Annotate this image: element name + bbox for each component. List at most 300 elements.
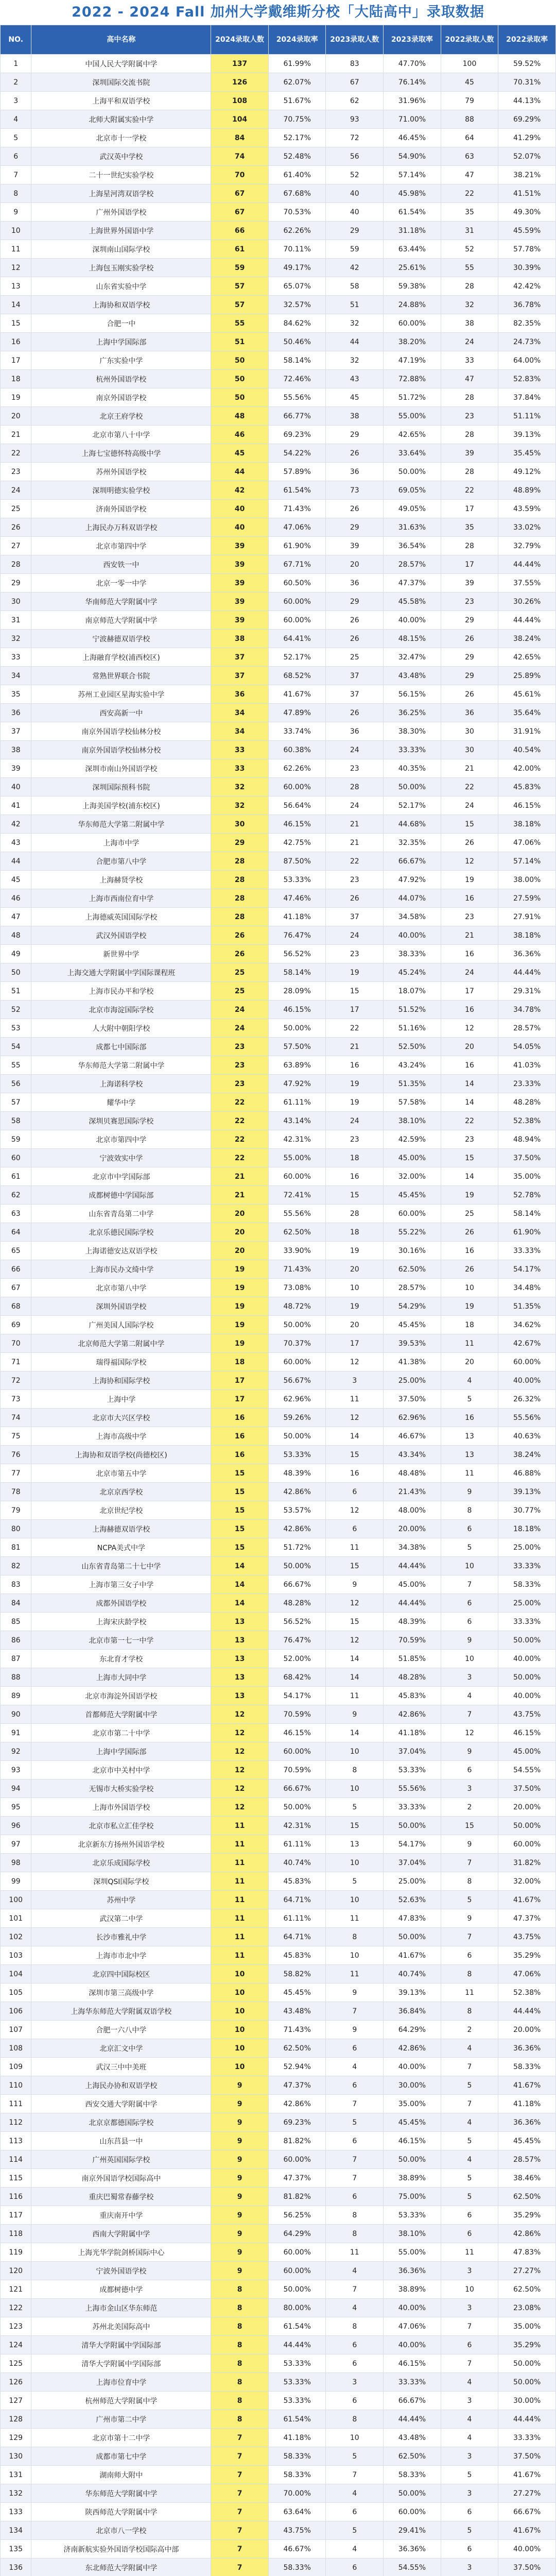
cell-2023-rate: 60.00% (384, 1205, 441, 1223)
cell-2022-count: 19 (441, 1297, 498, 1316)
cell-2023-count: 42 (326, 259, 384, 277)
cell-2023-rate: 33.33% (384, 2373, 441, 2392)
cell-2022-count: 38 (441, 314, 498, 333)
cell-2022-count: 5 (441, 2188, 498, 2206)
cell-2024-rate: 60.00% (268, 1742, 326, 1761)
cell-2023-rate: 53.33% (384, 2206, 441, 2225)
cell-2024-rate: 71.43% (268, 500, 326, 518)
cell-2023-count: 29 (326, 518, 384, 537)
cell-2022-rate: 37.50% (498, 2447, 556, 2466)
table-row (1, 741, 556, 759)
cell-2022-count: 16 (441, 1242, 498, 1260)
cell-school: 上海融育学校(浦西校区) (31, 648, 211, 667)
cell-2023-rate: 47.06% (384, 2317, 441, 2336)
cell-school: 苏州工业园区星海实验中学 (31, 685, 211, 704)
cell-2024-rate: 50.46% (268, 333, 326, 351)
cell-school: 上海宋庆龄学校 (31, 1613, 211, 1631)
cell-2023-rate: 48.39% (384, 1613, 441, 1631)
cell-2024-rate: 43.75% (268, 2521, 326, 2540)
cell-no: 84 (1, 1594, 31, 1613)
cell-2023-rate: 50.00% (384, 778, 441, 796)
cell-2023-rate: 36.25% (384, 704, 441, 722)
cell-school: 广东实验中学 (31, 351, 211, 370)
cell-no: 19 (1, 388, 31, 407)
cell-2022-rate: 38.46% (498, 2169, 556, 2188)
cell-2022-count: 88 (441, 110, 498, 129)
cell-2023-count: 5 (326, 2113, 384, 2132)
table-row (1, 1093, 556, 1112)
cell-no: 24 (1, 481, 31, 500)
cell-2024-count: 11 (211, 1928, 269, 1946)
cell-2024-count: 11 (211, 1854, 269, 1872)
cell-2023-rate: 41.38% (384, 1353, 441, 1371)
cell-2022-rate: 49.12% (498, 463, 556, 481)
table-row (1, 2540, 556, 2558)
cell-2022-count: 4 (441, 2113, 498, 2132)
header-2023-count: 2023录取人数 (326, 25, 384, 55)
cell-2023-count: 51 (326, 296, 384, 314)
cell-2023-rate: 52.17% (384, 796, 441, 815)
cell-2023-count: 21 (326, 815, 384, 834)
cell-2023-rate: 40.00% (384, 611, 441, 630)
cell-school: 重庆南开中学 (31, 2206, 211, 2225)
cell-no: 106 (1, 2002, 31, 2021)
cell-2022-count: 3 (441, 2299, 498, 2317)
cell-2022-rate: 38.24% (498, 630, 556, 648)
cell-2023-rate: 60.00% (384, 314, 441, 333)
cell-2022-rate: 69.29% (498, 110, 556, 129)
cell-no: 42 (1, 815, 31, 834)
cell-2024-rate: 80.00% (268, 2299, 326, 2317)
cell-2024-rate: 69.23% (268, 426, 326, 444)
cell-2022-rate: 47.06% (498, 1965, 556, 1984)
cell-2023-rate: 44.44% (384, 1594, 441, 1613)
cell-2024-count: 9 (211, 2095, 269, 2113)
cell-school: 上海交通大学附属中学国际课程班 (31, 963, 211, 982)
cell-no: 93 (1, 1761, 31, 1780)
cell-school: 成都七中国际部 (31, 1038, 211, 1056)
cell-2023-rate: 54.29% (384, 1297, 441, 1316)
cell-2022-count: 9 (441, 1909, 498, 1928)
cell-2024-count: 12 (211, 1780, 269, 1798)
cell-2022-rate: 57.78% (498, 240, 556, 259)
cell-2023-count: 8 (326, 2225, 384, 2243)
cell-2024-rate: 50.00% (268, 1316, 326, 1334)
table-row (1, 296, 556, 314)
cell-2022-count: 13 (441, 1446, 498, 1464)
cell-2024-rate: 32.57% (268, 296, 326, 314)
cell-2024-rate: 61.11% (268, 1909, 326, 1928)
cell-2022-rate: 33.02% (498, 518, 556, 537)
cell-2024-count: 39 (211, 555, 269, 574)
table-row (1, 722, 556, 741)
table-row (1, 1390, 556, 1409)
cell-2023-rate: 31.18% (384, 222, 441, 240)
table-row (1, 815, 556, 834)
cell-no: 55 (1, 1056, 31, 1075)
cell-2022-count: 17 (441, 555, 498, 574)
cell-2023-count: 52 (326, 166, 384, 184)
cell-no: 70 (1, 1334, 31, 1353)
cell-2023-count: 7 (326, 2280, 384, 2299)
cell-2023-count: 72 (326, 129, 384, 147)
cell-2024-count: 19 (211, 1316, 269, 1334)
cell-2024-rate: 81.82% (268, 2188, 326, 2206)
cell-2024-count: 7 (211, 2521, 269, 2540)
cell-2024-rate: 76.47% (268, 1631, 326, 1650)
cell-2022-count: 2 (441, 2021, 498, 2039)
cell-school: 深圳市南山外国语学校 (31, 759, 211, 778)
cell-2024-count: 7 (211, 2484, 269, 2503)
cell-2022-rate: 41.03% (498, 1056, 556, 1075)
cell-school: 北京新东方扬州外国语学校 (31, 1835, 211, 1854)
table-row (1, 1371, 556, 1390)
cell-2022-rate: 32.79% (498, 537, 556, 555)
cell-2023-count: 10 (326, 1891, 384, 1909)
cell-2023-count: 20 (326, 555, 384, 574)
cell-2022-rate: 35.00% (498, 2317, 556, 2336)
cell-school: 宁波赫德双语学校 (31, 630, 211, 648)
cell-2024-rate: 56.25% (268, 2206, 326, 2225)
cell-2024-rate: 50.00% (268, 1427, 326, 1446)
table-row (1, 407, 556, 426)
cell-2024-rate: 48.28% (268, 1594, 326, 1613)
cell-2024-rate: 69.23% (268, 2113, 326, 2132)
cell-2023-rate: 51.52% (384, 1001, 441, 1019)
cell-2023-rate: 40.35% (384, 759, 441, 778)
header-no: NO. (1, 25, 31, 55)
cell-2022-rate: 52.83% (498, 370, 556, 388)
cell-school: 上海包玉刚实验学校 (31, 259, 211, 277)
cell-2023-rate: 46.15% (384, 2354, 441, 2373)
cell-2022-count: 6 (441, 2336, 498, 2354)
cell-school: 深圳国际预科书院 (31, 778, 211, 796)
cell-2022-rate: 60.00% (498, 1835, 556, 1854)
cell-school: 西安高新一中 (31, 704, 211, 722)
cell-2024-count: 28 (211, 871, 269, 889)
cell-2024-rate: 53.33% (268, 2373, 326, 2392)
cell-no: 49 (1, 945, 31, 963)
cell-2023-count: 23 (326, 1130, 384, 1149)
cell-school: 上海市位育中学 (31, 2373, 211, 2392)
cell-2023-count: 39 (326, 537, 384, 555)
cell-2023-count: 62 (326, 92, 384, 110)
cell-no: 56 (1, 1075, 31, 1093)
cell-2022-count: 39 (441, 444, 498, 463)
cell-2024-count: 20 (211, 1205, 269, 1223)
table-row (1, 2484, 556, 2503)
cell-school: 华东师范大学第二附属中学 (31, 1056, 211, 1075)
table-row (1, 73, 556, 92)
cell-school: 上海赫贤学校 (31, 871, 211, 889)
cell-2024-count: 10 (211, 2039, 269, 2058)
cell-2022-count: 5 (441, 2076, 498, 2095)
cell-2023-rate: 20.00% (384, 1520, 441, 1538)
table-row (1, 1446, 556, 1464)
cell-2022-rate: 34.62% (498, 1316, 556, 1334)
cell-school: 北京乐成国际学校 (31, 1854, 211, 1872)
cell-school: 上海市高级中学 (31, 1427, 211, 1446)
cell-2023-rate: 39.13% (384, 1984, 441, 2002)
cell-2022-count: 16 (441, 1001, 498, 1019)
cell-2023-count: 25 (326, 648, 384, 667)
cell-school: 二十一世纪实验学校 (31, 166, 211, 184)
cell-no: 120 (1, 2262, 31, 2280)
cell-2023-count: 15 (326, 1817, 384, 1835)
cell-2022-count: 11 (441, 1464, 498, 1483)
cell-2022-count: 36 (441, 704, 498, 722)
cell-school: 南京师范大学附属中学 (31, 611, 211, 630)
table-row (1, 982, 556, 1001)
cell-no: 124 (1, 2336, 31, 2354)
cell-2024-rate: 61.54% (268, 2317, 326, 2336)
table-row (1, 1613, 556, 1631)
cell-no: 131 (1, 2466, 31, 2484)
cell-no: 72 (1, 1371, 31, 1390)
cell-2024-rate: 71.43% (268, 2021, 326, 2039)
cell-2022-rate: 52.38% (498, 1984, 556, 2002)
cell-2022-count: 6 (441, 2225, 498, 2243)
cell-school: 成都树德中学国际部 (31, 1186, 211, 1205)
cell-2024-rate: 50.00% (268, 1557, 326, 1575)
cell-2022-count: 24 (441, 796, 498, 815)
cell-2024-count: 32 (211, 778, 269, 796)
cell-2024-count: 30 (211, 815, 269, 834)
cell-2022-count: 6 (441, 1946, 498, 1965)
cell-2022-rate: 54.05% (498, 1038, 556, 1056)
cell-school: 上海协和双语学校(尚德校区) (31, 1446, 211, 1464)
cell-2023-rate: 44.44% (384, 2410, 441, 2429)
cell-2022-count: 9 (441, 1483, 498, 1501)
cell-no: 7 (1, 166, 31, 184)
cell-2024-rate: 84.62% (268, 314, 326, 333)
cell-2023-rate: 48.48% (384, 1464, 441, 1483)
cell-school: 常熟世界联合书院 (31, 667, 211, 685)
cell-2023-rate: 59.38% (384, 277, 441, 296)
cell-2023-rate: 30.00% (384, 2076, 441, 2095)
cell-2024-count: 12 (211, 1742, 269, 1761)
cell-2024-count: 9 (211, 2206, 269, 2225)
cell-2023-count: 26 (326, 444, 384, 463)
cell-2024-rate: 47.89% (268, 704, 326, 722)
cell-2024-count: 9 (211, 2243, 269, 2262)
cell-2023-count: 58 (326, 277, 384, 296)
cell-no: 61 (1, 1167, 31, 1186)
cell-no: 126 (1, 2373, 31, 2392)
cell-2024-count: 8 (211, 2317, 269, 2336)
table-row (1, 1835, 556, 1854)
cell-2023-rate: 40.00% (384, 2299, 441, 2317)
cell-2022-rate: 54.55% (498, 1761, 556, 1780)
cell-2024-rate: 53.33% (268, 2354, 326, 2373)
cell-2023-rate: 62.50% (384, 2447, 441, 2466)
cell-school: 北师大附属实验中学 (31, 110, 211, 129)
cell-2024-count: 8 (211, 2336, 269, 2354)
cell-no: 13 (1, 277, 31, 296)
cell-2024-rate: 57.50% (268, 1038, 326, 1056)
cell-2022-count: 4 (441, 2410, 498, 2429)
cell-2024-count: 7 (211, 2429, 269, 2447)
cell-no: 119 (1, 2243, 31, 2262)
cell-2023-count: 6 (326, 2188, 384, 2206)
cell-school: 北京市第四中学 (31, 1130, 211, 1149)
cell-2023-count: 15 (326, 1186, 384, 1205)
cell-2024-count: 57 (211, 296, 269, 314)
cell-2023-rate: 44.68% (384, 815, 441, 834)
table-row (1, 259, 556, 277)
table-row (1, 1909, 556, 1928)
cell-no: 105 (1, 1984, 31, 2002)
cell-2022-rate: 29.31% (498, 982, 556, 1001)
table-row (1, 963, 556, 982)
cell-2024-count: 11 (211, 1817, 269, 1835)
cell-2023-rate: 50.00% (384, 1817, 441, 1835)
table-row (1, 2058, 556, 2076)
cell-2022-count: 3 (441, 2484, 498, 2503)
cell-2022-rate: 41.67% (498, 2076, 556, 2095)
cell-2023-count: 18 (326, 1223, 384, 1242)
cell-school: 华东师范大学第二附属中学 (31, 815, 211, 834)
cell-2023-rate: 45.45% (384, 1316, 441, 1334)
cell-2024-count: 16 (211, 1427, 269, 1446)
cell-school: 南京外国语学校国际高中 (31, 2169, 211, 2188)
cell-2023-rate: 45.45% (384, 1186, 441, 1205)
cell-2023-count: 6 (326, 1483, 384, 1501)
cell-2022-count: 30 (441, 741, 498, 759)
cell-2023-count: 24 (326, 741, 384, 759)
cell-2024-count: 12 (211, 1798, 269, 1817)
cell-2023-count: 8 (326, 2317, 384, 2336)
cell-2022-rate: 50.00% (498, 1817, 556, 1835)
cell-2022-rate: 52.78% (498, 1186, 556, 1205)
cell-school: 武汉外国语学校 (31, 926, 211, 945)
cell-2023-rate: 62.96% (384, 1409, 441, 1427)
cell-school: 华南师范大学附属中学 (31, 592, 211, 611)
cell-school: 深圳外国语学校 (31, 1297, 211, 1316)
cell-no: 2 (1, 73, 31, 92)
cell-2023-count: 22 (326, 852, 384, 871)
cell-2024-count: 11 (211, 1872, 269, 1891)
cell-no: 88 (1, 1668, 31, 1687)
cell-2022-count: 11 (441, 1984, 498, 2002)
cell-no: 8 (1, 184, 31, 203)
cell-2023-rate: 34.58% (384, 908, 441, 926)
cell-2023-count: 19 (326, 1242, 384, 1260)
cell-school: 北京市海淀外国语学校 (31, 1687, 211, 1705)
cell-no: 57 (1, 1093, 31, 1112)
cell-2024-rate: 42.86% (268, 1520, 326, 1538)
cell-2024-count: 13 (211, 1687, 269, 1705)
cell-2023-rate: 47.83% (384, 1909, 441, 1928)
cell-no: 91 (1, 1724, 31, 1742)
cell-2022-count: 6 (441, 2503, 498, 2521)
cell-2024-count: 8 (211, 2299, 269, 2317)
cell-school: 合肥一六八中学 (31, 2021, 211, 2039)
cell-school: 北京市第八中学 (31, 1279, 211, 1297)
cell-2024-rate: 61.11% (268, 1835, 326, 1854)
cell-2023-count: 9 (326, 2021, 384, 2039)
cell-no: 71 (1, 1353, 31, 1371)
cell-2024-rate: 50.00% (268, 1019, 326, 1038)
cell-no: 59 (1, 1130, 31, 1149)
cell-2024-rate: 48.39% (268, 1464, 326, 1483)
table-row (1, 2262, 556, 2280)
cell-2023-rate: 42.86% (384, 2039, 441, 2058)
table-row (1, 166, 556, 184)
cell-2023-rate: 72.88% (384, 370, 441, 388)
cell-2024-count: 19 (211, 1279, 269, 1297)
cell-2024-count: 50 (211, 351, 269, 370)
cell-no: 78 (1, 1483, 31, 1501)
cell-no: 26 (1, 518, 31, 537)
cell-2024-count: 19 (211, 1334, 269, 1353)
cell-no: 40 (1, 778, 31, 796)
cell-2024-rate: 47.37% (268, 2076, 326, 2095)
cell-2023-count: 7 (326, 2150, 384, 2169)
cell-no: 41 (1, 796, 31, 815)
table-row (1, 1742, 556, 1761)
cell-2022-count: 28 (441, 426, 498, 444)
cell-2023-count: 7 (326, 2466, 384, 2484)
table-row (1, 110, 556, 129)
cell-2022-count: 10 (441, 1650, 498, 1668)
table-row (1, 2447, 556, 2466)
cell-2023-rate: 40.00% (384, 2058, 441, 2076)
cell-no: 92 (1, 1742, 31, 1761)
cell-2022-rate: 50.00% (498, 2354, 556, 2373)
cell-school: 上海市西南位育中学 (31, 889, 211, 908)
cell-2024-count: 22 (211, 1093, 269, 1112)
cell-2022-rate: 46.15% (498, 796, 556, 815)
cell-2024-count: 45 (211, 444, 269, 463)
cell-2022-count: 23 (441, 592, 498, 611)
table-row (1, 908, 556, 926)
cell-no: 79 (1, 1501, 31, 1520)
cell-2024-rate: 41.18% (268, 908, 326, 926)
cell-2022-rate: 41.18% (498, 2095, 556, 2113)
cell-2024-rate: 58.33% (268, 2447, 326, 2466)
cell-2022-count: 29 (441, 648, 498, 667)
cell-2023-rate: 30.16% (384, 1242, 441, 1260)
cell-2024-rate: 28.09% (268, 982, 326, 1001)
table-row (1, 1464, 556, 1483)
cell-2024-count: 66 (211, 222, 269, 240)
cell-no: 4 (1, 110, 31, 129)
cell-2024-count: 24 (211, 1001, 269, 1019)
cell-2022-rate: 45.00% (498, 1742, 556, 1761)
cell-2022-count: 22 (441, 481, 498, 500)
cell-2024-rate: 52.17% (268, 129, 326, 147)
cell-no: 96 (1, 1817, 31, 1835)
cell-2024-rate: 57.89% (268, 463, 326, 481)
cell-2024-rate: 60.00% (268, 1167, 326, 1186)
table-row (1, 1575, 556, 1594)
cell-2024-count: 37 (211, 667, 269, 685)
cell-2022-count: 14 (441, 1075, 498, 1093)
cell-no: 18 (1, 370, 31, 388)
cell-school: 北京王府学校 (31, 407, 211, 426)
cell-2022-count: 63 (441, 147, 498, 166)
cell-school: 成都市第七中学 (31, 2447, 211, 2466)
table-row (1, 871, 556, 889)
cell-no: 47 (1, 908, 31, 926)
cell-no: 48 (1, 926, 31, 945)
cell-school: 深圳QSI国际学校 (31, 1872, 211, 1891)
cell-2024-rate: 62.50% (268, 2039, 326, 2058)
table-row (1, 147, 556, 166)
table-row (1, 222, 556, 240)
header-2024-rate: 2024录取率 (268, 25, 326, 55)
